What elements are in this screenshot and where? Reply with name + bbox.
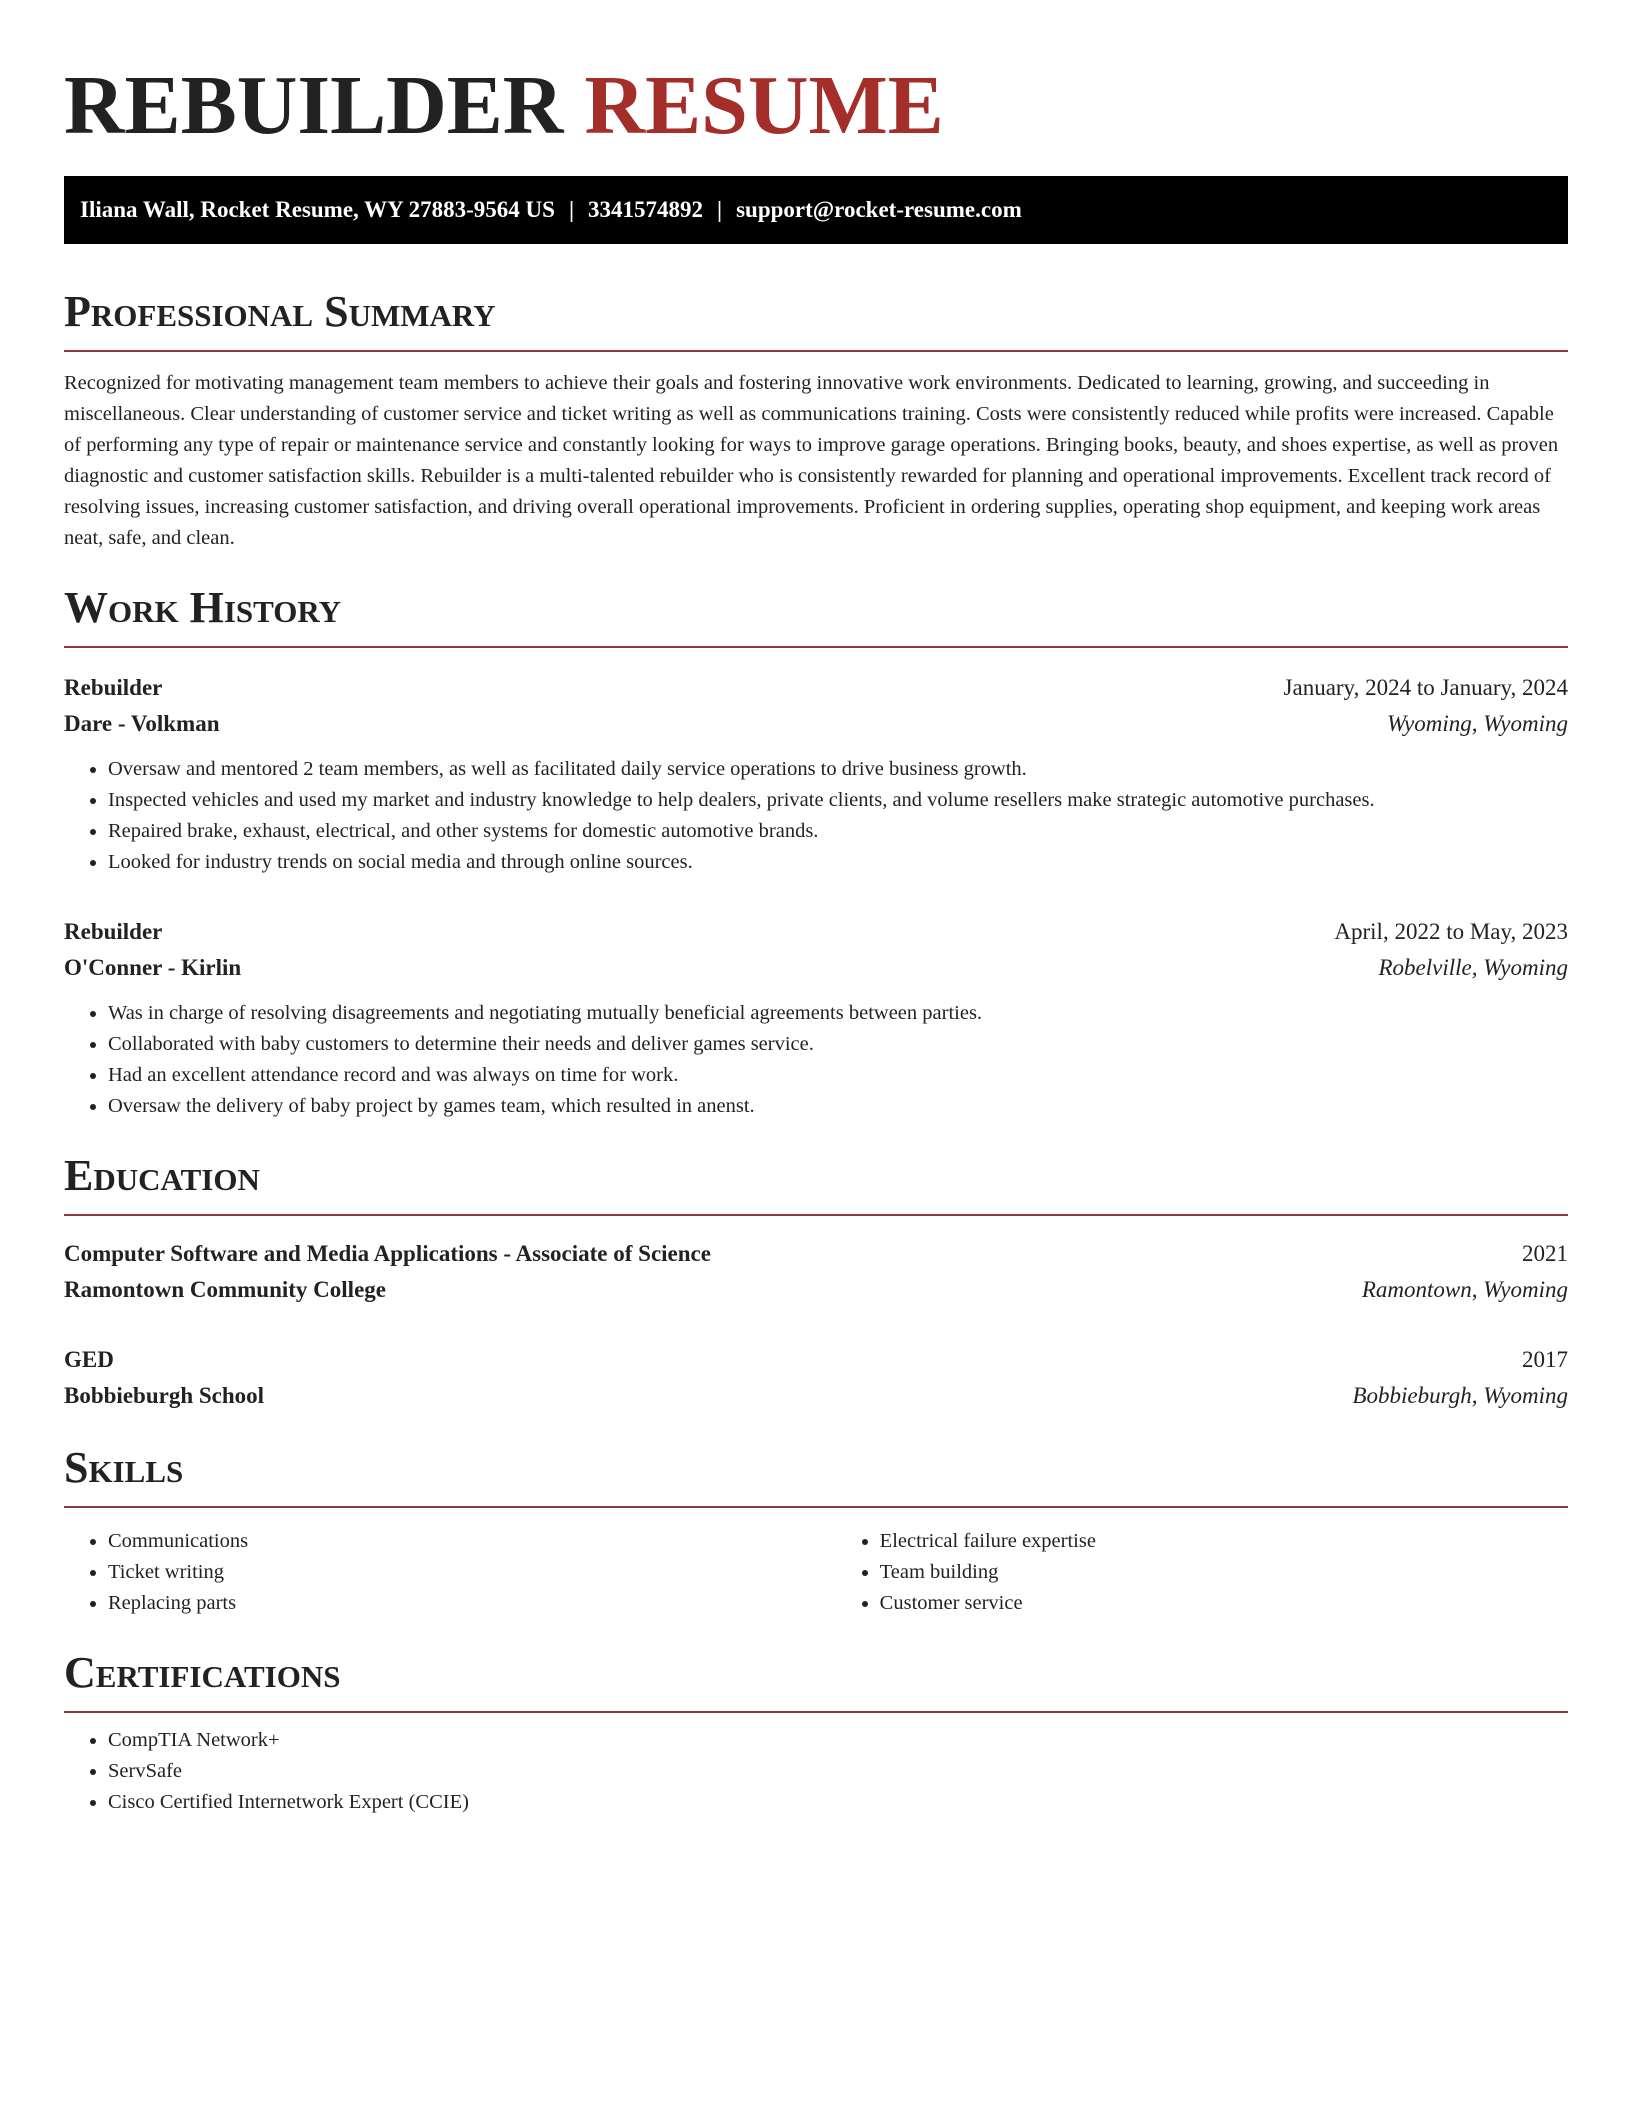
job-entry [64,670,1568,878]
list-item: • Cisco Certified Internetwork Expert (CCIE) [108,1787,1568,1818]
list-item: • Looked for industry trends on social media and through online sources. [108,847,1568,878]
job-bullets [64,998,1568,1122]
summary-text: Recognized for motivating management team members to achieve their goals and fostering innovative work environments. Dedicated to learning, growing, and succeeding in miscellaneous. Clear understanding of customer service and ticket writing as well as communications training. Costs were consistently reduced while profits were increased. Capable of performing any type of repair or maintenance service and constantly looking for ways to improve garage operations. Bringing books, beauty, and shoes expertise, as well as proven diagnostic and customer satisfaction skills. Rebuilder is a multi-talented rebuilder who is consistently rewarded for planning and operational improvements. Excellent track record of resolving issues, increasing customer satisfaction, and driving overall operational improvements. Proficient in ordering supplies, operating shop equipment, and keeping work areas neat, safe, and clean. [64,372,1559,549]
education-location: Bobbieburgh, Wyoming [1352,1383,1568,1408]
education-degree: Computer Software and Media Applications - Associate of Science [64,1241,711,1266]
list-item: • Replacing parts [108,1588,836,1619]
list-item: • Repaired brake, exhaust, electrical, and other systems for domestic automotive brands. [108,816,1568,847]
education-year: 2021 [1522,1241,1568,1266]
education-section [64,1152,1568,1414]
job-title-row [64,914,1568,950]
list-item: • Oversaw the delivery of baby project by games team, which resulted in anenst. [108,1091,1568,1122]
job-bullets [64,754,1568,878]
job-dates: April, 2022 to May, 2023 [1334,919,1568,944]
education-degree-row [64,1236,1568,1272]
contact-separator: | [568,197,575,222]
education-degree-row [64,1342,1568,1378]
job-dates: January, 2024 to January, 2024 [1283,675,1568,700]
summary-section [64,288,1568,554]
education-heading: Education [64,1152,1568,1216]
list-item: • Customer service [880,1588,1568,1619]
job-company: O'Conner - Kirlin [64,955,242,980]
list-item: • Was in charge of resolving disagreements and negotiating mutually beneficial agreements between parties. [108,998,1568,1029]
skills-section [64,1444,1568,1619]
list-item: • ServSafe [108,1756,1568,1787]
education-school-row [64,1272,1568,1308]
list-item: • Electrical failure expertise [880,1526,1568,1557]
job-location: Wyoming, Wyoming [1386,711,1568,736]
list-item: • Oversaw and mentored 2 team members, as well as facilitated daily service operations to drive business growth. [108,754,1568,785]
work-history-heading: Work History [64,584,1568,648]
work-history-section [64,584,1568,1122]
education-school-row [64,1378,1568,1414]
skills-grid [64,1526,1568,1619]
education-entry [64,1236,1568,1308]
job-title: Rebuilder [64,675,163,700]
education-location: Ramontown, Wyoming [1361,1277,1568,1302]
contact-bar [64,176,1568,244]
certifications-list [64,1725,1568,1818]
title-first-word: REBUILDER [64,59,564,152]
contact-separator: | [717,197,723,222]
resume-title [64,56,1568,156]
job-title: Rebuilder [64,919,163,944]
certifications-heading: Certifications [64,1649,1568,1713]
list-item: • Collaborated with baby customers to determine their needs and deliver games service. [108,1029,1568,1060]
certifications-section [64,1649,1568,1818]
list-item: • Ticket writing [108,1557,836,1588]
education-school: Ramontown Community College [64,1277,386,1302]
contact-phone: 3341574892 [588,197,704,222]
education-year: 2017 [1522,1347,1568,1372]
job-entry [64,914,1568,1122]
education-degree: GED [64,1347,114,1372]
list-item: • Team building [880,1557,1568,1588]
job-company: Dare - Volkman [64,711,220,736]
job-location: Robelville, Wyoming [1378,955,1568,980]
job-title-row [64,670,1568,706]
job-company-row [64,950,1568,986]
education-entry [64,1342,1568,1414]
list-item: • Inspected vehicles and used my market and industry knowledge to help dealers, private clients, and volume resellers make strategic automotive purchases. [108,785,1568,816]
summary-heading: Professional Summary [64,288,1568,352]
education-school: Bobbieburgh School [64,1383,265,1408]
skills-column-2 [836,1526,1568,1619]
skills-heading: Skills [64,1444,1568,1508]
contact-email: support@rocket-resume.com [736,197,1022,222]
list-item: • Communications [108,1526,836,1557]
skills-column-1 [64,1526,836,1619]
job-company-row [64,706,1568,742]
title-second-word: RESUME [584,59,944,152]
contact-address: Iliana Wall, Rocket Resume, WY 27883-9564 US [80,197,555,222]
list-item: • CompTIA Network+ [108,1725,1568,1756]
list-item: • Had an excellent attendance record and was always on time for work. [108,1060,1568,1091]
